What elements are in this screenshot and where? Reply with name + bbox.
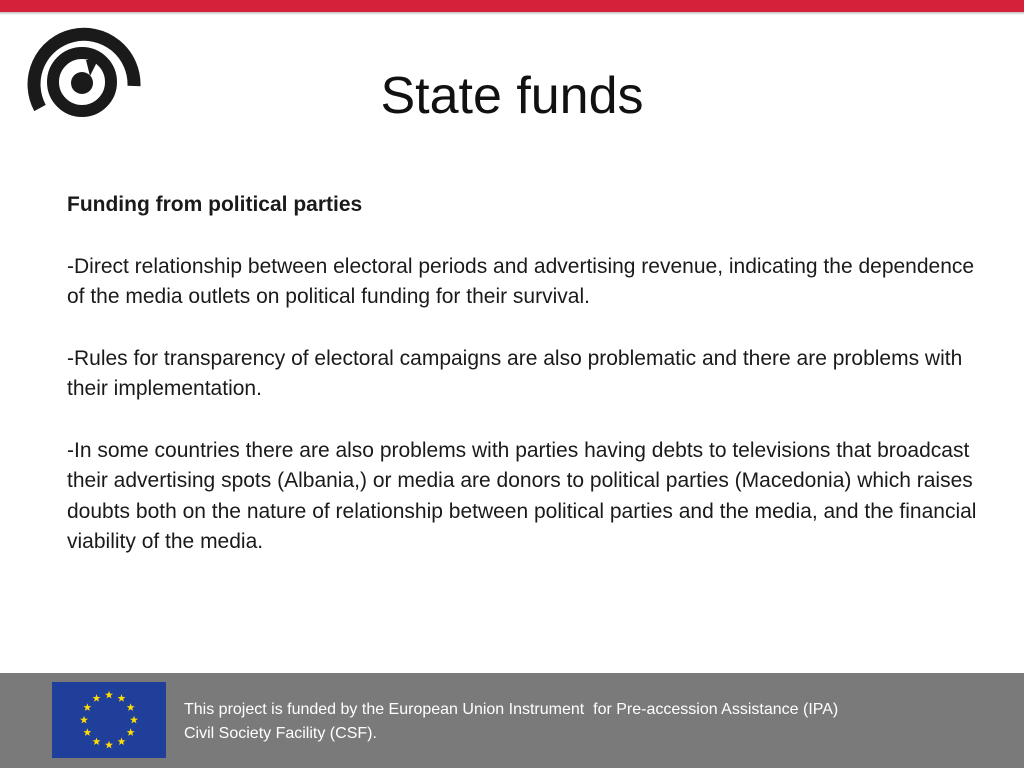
section-heading: Funding from political parties <box>67 193 363 216</box>
footer-line-2: Civil Society Facility (CSF). <box>184 725 377 742</box>
slide-title: State funds <box>380 67 644 125</box>
footer-text <box>184 698 838 746</box>
top-bar-shadow <box>0 12 1024 15</box>
footer <box>0 673 1024 768</box>
slide-body <box>67 190 987 558</box>
paragraph-1: -Direct relationship between electoral periods and advertising revenue, indicating the dependence of the media outlets on political funding for their survival. <box>67 254 975 308</box>
top-accent-bar <box>0 0 1024 12</box>
footer-line-1: This project is funded by the European Union Instrument for Pre-accession Assistance (IPA) <box>184 701 839 718</box>
eu-flag-icon <box>52 682 166 758</box>
paragraph-3: -In some countries there are also problems with parties having debts to televisions that broadcast their advertising spots (Albania,) or media are donors to political parties (Macedonia) which raises doubts both on the nature of relationship between political parties and the media, and the financial viability of the media. <box>67 438 977 553</box>
paragraph-2: -Rules for transparency of electoral campaigns are also problematic and there are problems with their implementation. <box>67 346 963 400</box>
